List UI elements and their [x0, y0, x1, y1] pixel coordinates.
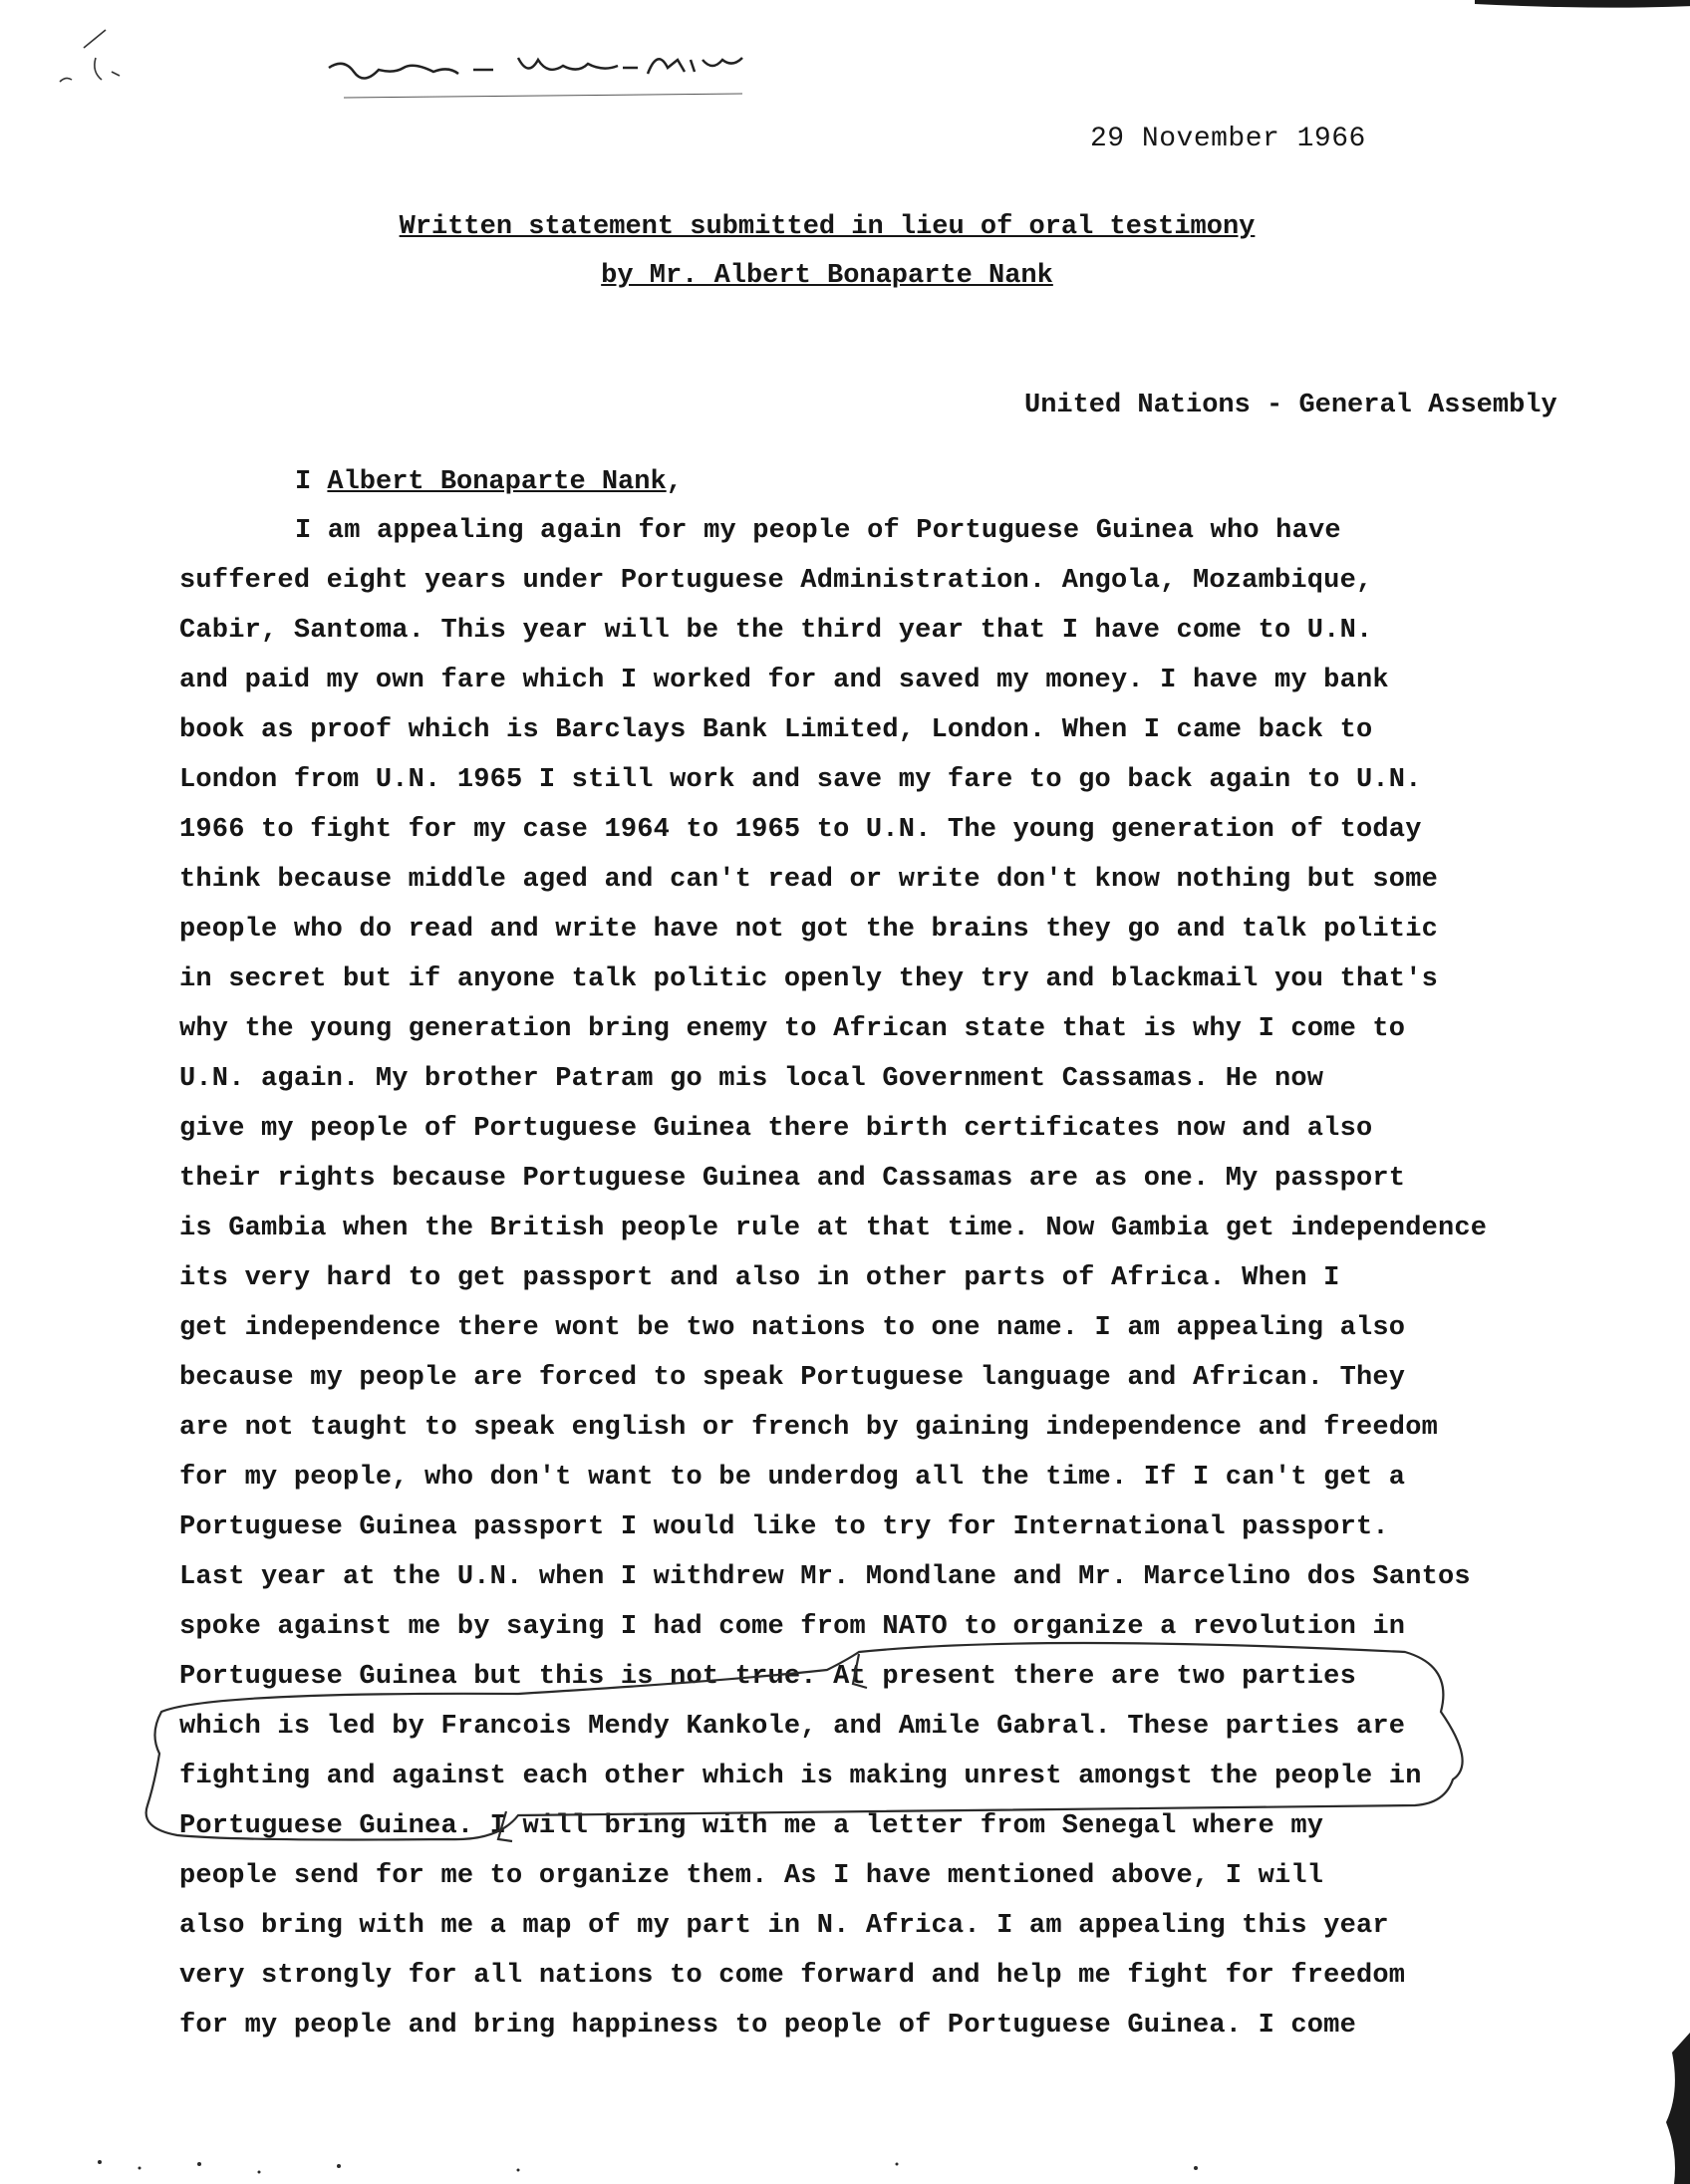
body-line: Portuguese Guinea passport I would like to try for International passport.	[179, 1512, 1389, 1542]
body-line: and paid my own fare which I worked for and saved my money. I have my bank	[179, 666, 1389, 695]
body-line: is Gambia when the British people rule at that time. Now Gambia get independence	[179, 1214, 1488, 1243]
body-line: for my people and bring happiness to people of Portuguese Guinea. I come	[179, 2011, 1356, 2041]
body-line: their rights because Portuguese Guinea and Cassamas are as one. My passport	[179, 1164, 1406, 1194]
body-line: give my people of Portuguese Guinea there birth certificates now and also	[179, 1114, 1373, 1144]
body-line: why the young generation bring enemy to African state that is why I come to	[179, 1014, 1406, 1044]
scan-edge-shadow	[1666, 2033, 1690, 2184]
body-line: which is led by Francois Mendy Kankole, and Amile Gabral. These parties are	[179, 1712, 1406, 1742]
body-line: get independence there wont be two nations to one name. I am appealing also	[179, 1313, 1406, 1343]
author-name: Albert Bonaparte Nank	[327, 467, 667, 497]
body-line: I am appealing again for my people of Portuguese Guinea who have	[295, 516, 1341, 546]
body-line: very strongly for all nations to come forward and help me fight for freedom	[179, 1961, 1406, 1991]
salutation-prefix: I	[295, 467, 328, 497]
salutation	[295, 467, 683, 497]
body-line: fighting and against each other which is making unrest amongst the people in	[179, 1762, 1422, 1791]
document-title: Written statement submitted in lieu of oral testimony	[399, 212, 1256, 242]
body-line: Portuguese Guinea. I will bring with me a letter from Senegal where my	[179, 1811, 1324, 1841]
body-line: are not taught to speak english or french by gaining independence and freedom	[179, 1413, 1439, 1443]
scan-bottom-noise	[98, 2160, 1198, 2174]
addressee: United Nations - General Assembly	[1024, 391, 1557, 420]
body-line: people send for me to organize them. As I have mentioned above, I will	[179, 1861, 1324, 1891]
body-line: its very hard to get passport and also in other parts of Africa. When I	[179, 1263, 1340, 1293]
body-line: U.N. again. My brother Patram go mis local Government Cassamas. He now	[179, 1064, 1324, 1094]
body-line: book as proof which is Barclays Bank Limited, London. When I came back to	[179, 715, 1373, 745]
document-subtitle: by Mr. Albert Bonaparte Nank	[601, 261, 1053, 291]
body-line: because my people are forced to speak Portuguese language and African. They	[179, 1363, 1406, 1393]
body-line: Portuguese Guinea but this is not true. At present there are two parties	[179, 1662, 1356, 1692]
body-line: Cabir, Santoma. This year will be the third year that I have come to U.N.	[179, 616, 1373, 646]
body-line: 1966 to fight for my case 1964 to 1965 to U.N. The young generation of today	[179, 815, 1422, 845]
scan-top-shadow	[1475, 0, 1690, 8]
handwritten-annotation	[324, 38, 762, 108]
body-line: suffered eight years under Portuguese Administration. Angola, Mozambique,	[179, 566, 1373, 596]
body-line: for my people, who don't want to be underdog all the time. If I can't get a	[179, 1463, 1406, 1493]
salutation-suffix: ,	[666, 467, 683, 497]
body-line: people who do read and write have not got the brains they go and talk politic	[179, 915, 1439, 945]
body-line: in secret but if anyone talk politic openly they try and blackmail you that's	[179, 964, 1439, 994]
document-date: 29 November 1966	[1090, 124, 1366, 154]
body-line: spoke against me by saying I had come from NATO to organize a revolution in	[179, 1612, 1406, 1642]
body-line: think because middle aged and can't read or write don't know nothing but some	[179, 865, 1439, 895]
margin-mark	[60, 30, 120, 82]
body-line: London from U.N. 1965 I still work and save my fare to go back again to U.N.	[179, 765, 1422, 795]
body-line: also bring with me a map of my part in N. Africa. I am appealing this year	[179, 1911, 1389, 1941]
body-line: Last year at the U.N. when I withdrew Mr. Mondlane and Mr. Marcelino dos Santos	[179, 1562, 1471, 1592]
